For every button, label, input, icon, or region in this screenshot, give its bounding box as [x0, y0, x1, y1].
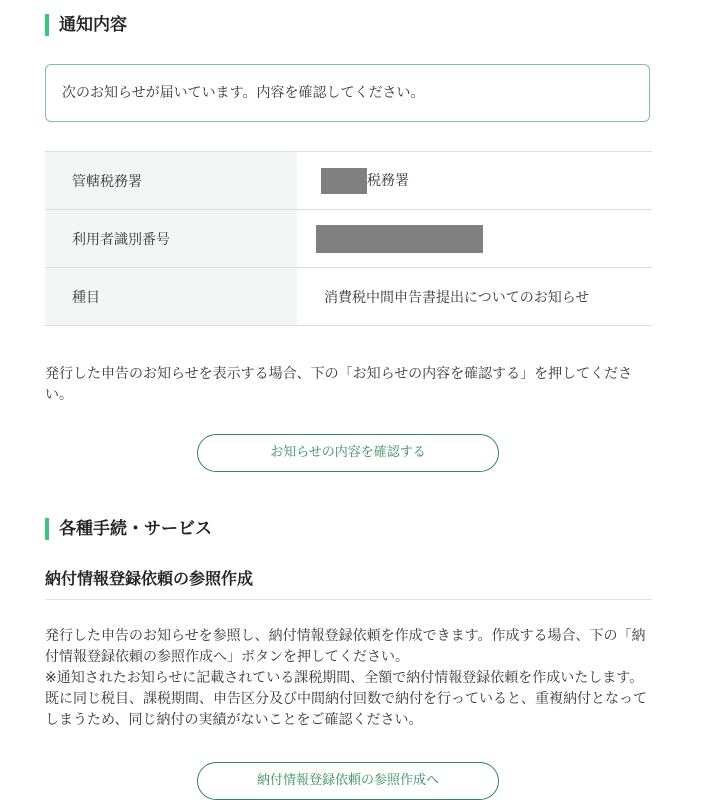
services-description — [45, 626, 653, 731]
table-row — [45, 268, 652, 326]
confirm-notice-button[interactable]: お知らせの内容を確認する — [197, 434, 499, 472]
section-heading-services: 各種手続・サービス — [45, 518, 212, 540]
row-label-user-id: 利用者識別番号 — [45, 210, 297, 268]
row-value-user-id — [297, 210, 652, 268]
row-value-tax-office — [297, 152, 652, 210]
section-heading-notification: 通知内容 — [45, 14, 127, 36]
redacted-block — [316, 225, 483, 253]
create-payment-registration-button[interactable]: 納付情報登録依頼の参照作成へ — [197, 762, 499, 800]
row-label-tax-office: 管轄税務署 — [45, 152, 297, 210]
instruction-text: 発行した申告のお知らせを表示する場合、下の「お知らせの内容を確認する」を押してください。 — [45, 366, 633, 403]
notice-message: 次のお知らせが届いています。内容を確認してください。 — [62, 85, 425, 101]
notice-message-box — [45, 64, 650, 122]
table-row — [45, 152, 652, 210]
tax-office-suffix: 税務署 — [367, 172, 409, 189]
services-paragraph-2: ※通知されたお知らせに記載されている課税期間、全額で納付情報登録依頼を作成いたします。既に同じ税目、課税期間、申告区分及び中間納付回数で納付を行っていると、重複納付となってしまうため、同じ納付の実績がないことをご確認ください。 — [45, 670, 647, 728]
row-label-category: 種目 — [45, 268, 297, 326]
notification-info-table — [45, 151, 652, 326]
redacted-block — [321, 168, 367, 194]
subheading-payment-registration: 納付情報登録依頼の参照作成 — [45, 566, 652, 600]
table-row — [45, 210, 652, 268]
row-value-category: 消費税中間申告書提出についてのお知らせ — [297, 268, 652, 326]
services-paragraph-1: 発行した申告のお知らせを参照し、納付情報登録依頼を作成できます。作成する場合、下の「納付情報登録依頼の参照作成へ」ボタンを押してください。 — [45, 628, 646, 665]
